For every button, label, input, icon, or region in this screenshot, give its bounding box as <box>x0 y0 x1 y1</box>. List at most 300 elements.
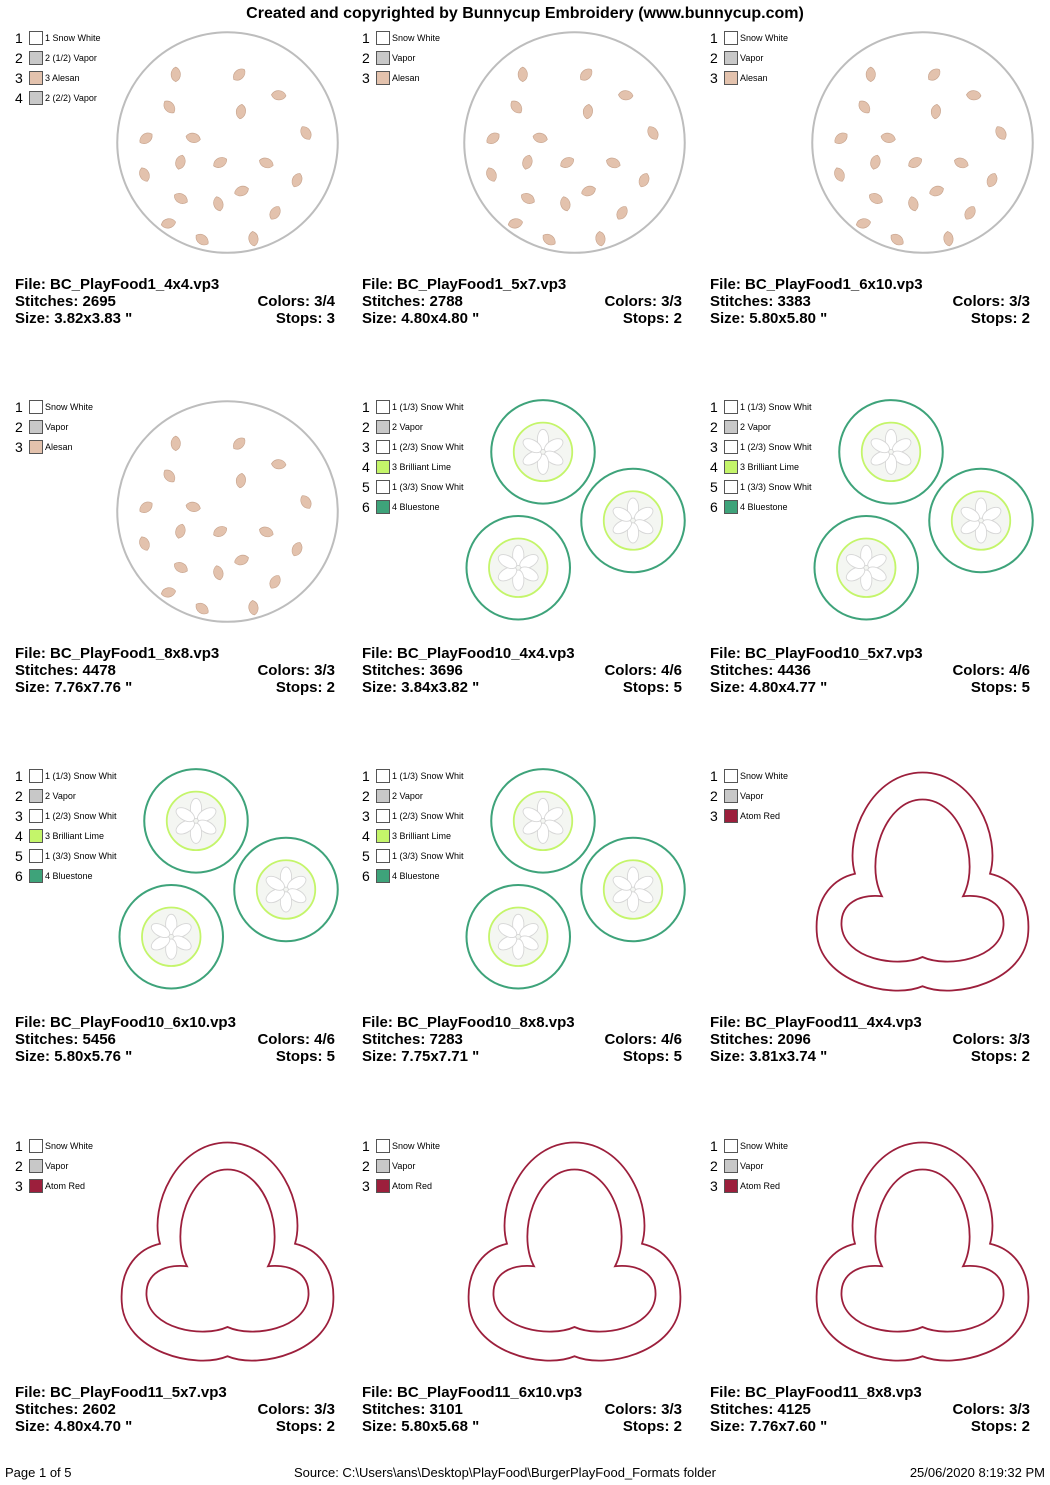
size-line-label: Size: <box>15 1418 55 1435</box>
design-card <box>15 369 355 738</box>
seed <box>906 155 923 170</box>
size-line-label: Size: <box>710 679 750 696</box>
legend-label: Snow White <box>740 771 789 781</box>
file-line-label: File: <box>362 276 398 293</box>
seed <box>966 90 981 100</box>
size-line <box>15 1418 335 1435</box>
file-line-label: File: <box>362 1384 398 1401</box>
plate-outline <box>117 401 338 622</box>
file-line-value: BC_PlayFood10_4x4.vp3 <box>397 645 575 662</box>
color-swatch <box>376 1179 390 1193</box>
file-line <box>710 1014 1030 1031</box>
color-swatch <box>376 480 390 494</box>
legend-number: 1 <box>362 30 370 46</box>
legend-number: 1 <box>710 399 718 415</box>
legend-number: 3 <box>15 808 23 824</box>
legend-label: 1 (1/3) Snow Whit <box>392 402 464 412</box>
seed <box>540 232 557 248</box>
stitches-line-label: Stitches: <box>15 1401 83 1418</box>
legend-label: Vapor <box>740 791 764 801</box>
cucumber-slice <box>467 516 571 620</box>
size-line-value: 3.82x3.83 " <box>54 310 133 327</box>
colors-info <box>257 1031 335 1048</box>
seed <box>160 586 176 598</box>
seed <box>855 217 871 229</box>
legend-label: Atom Red <box>740 1181 781 1191</box>
color-swatch <box>29 440 43 454</box>
design-info <box>362 645 682 696</box>
trefoil-design-preview <box>810 768 1035 993</box>
stops-value: 2 <box>1021 1048 1030 1065</box>
size-line <box>362 310 682 327</box>
seed <box>605 156 622 170</box>
color-swatch <box>29 1179 43 1193</box>
color-swatch <box>29 91 43 105</box>
file-line-value: BC_PlayFood10_8x8.vp3 <box>397 1014 575 1031</box>
design-card <box>362 0 702 369</box>
stops-label: Stops: <box>275 679 327 696</box>
seed <box>869 154 882 171</box>
color-swatch <box>29 829 43 843</box>
stops-info <box>971 1418 1030 1435</box>
stops-value: 5 <box>673 1048 682 1065</box>
legend-number: 5 <box>362 848 370 864</box>
seed <box>258 525 275 539</box>
legend-number: 2 <box>362 50 370 66</box>
file-line-label: File: <box>710 645 746 662</box>
seed <box>582 104 593 120</box>
legend-label: 1 (2/3) Snow Whit <box>392 442 464 452</box>
seed <box>193 232 210 248</box>
stitches-line-value: 3101 <box>429 1401 463 1418</box>
seed <box>867 191 884 206</box>
seed <box>832 166 846 183</box>
legend-number: 2 <box>362 1158 370 1174</box>
seed <box>193 601 210 617</box>
cucumber-slice <box>581 469 685 573</box>
size-line-value: 5.80x5.76 " <box>54 1048 133 1065</box>
colors-value: 3/3 <box>661 293 682 310</box>
design-info <box>710 1384 1030 1435</box>
file-line-value: BC_PlayFood1_6x10.vp3 <box>745 276 923 293</box>
colors-info <box>257 662 335 679</box>
colors-label: Colors: <box>257 1401 315 1418</box>
legend-label: 4 Bluestone <box>392 502 440 512</box>
stitches-line-value: 7283 <box>429 1031 463 1048</box>
stops-label: Stops: <box>622 1418 674 1435</box>
design-info <box>710 645 1030 696</box>
color-swatch <box>724 809 738 823</box>
file-line-value: BC_PlayFood10_6x10.vp3 <box>50 1014 236 1031</box>
seed <box>137 130 154 146</box>
stops-info <box>623 310 682 327</box>
legend-number: 1 <box>15 1138 23 1154</box>
seed <box>231 66 248 83</box>
color-swatch <box>376 460 390 474</box>
seed <box>518 67 527 82</box>
seed <box>888 232 905 248</box>
trefoil-inner-outline <box>146 1170 308 1332</box>
seed <box>507 217 523 229</box>
trefoil-design-preview <box>810 1138 1035 1363</box>
seed <box>137 166 151 183</box>
legend-label: Snow White <box>392 33 441 43</box>
color-swatch <box>29 31 43 45</box>
stops-label: Stops: <box>622 679 674 696</box>
seed <box>578 66 595 83</box>
colors-info <box>952 293 1030 310</box>
legend-label: 1 (3/3) Snow Whit <box>392 851 464 861</box>
design-info <box>15 1014 335 1065</box>
legend-number: 2 <box>710 419 718 435</box>
size-line-value: 4.80x4.77 " <box>749 679 828 696</box>
colors-value: 3/4 <box>314 293 335 310</box>
legend-label: Vapor <box>740 53 764 63</box>
legend-label: 1 (3/3) Snow Whit <box>45 851 117 861</box>
color-swatch <box>29 1159 43 1173</box>
legend-number: 6 <box>362 499 370 515</box>
size-line <box>710 310 1030 327</box>
stitches-line-value: 3696 <box>429 662 463 679</box>
stitches-line-value: 4478 <box>82 662 116 679</box>
legend-label: 1 (2/3) Snow Whit <box>392 811 464 821</box>
size-line <box>710 1418 1030 1435</box>
legend-number: 1 <box>362 1138 370 1154</box>
legend-number: 4 <box>15 828 23 844</box>
color-swatch <box>724 1159 738 1173</box>
stitches-line-label: Stitches: <box>15 293 83 310</box>
color-swatch <box>724 31 738 45</box>
legend-label: 2 (1/2) Vapor <box>45 53 97 63</box>
file-line <box>15 1014 335 1031</box>
stops-info <box>276 1048 335 1065</box>
color-swatch <box>29 51 43 65</box>
seed <box>580 184 597 198</box>
stops-label: Stops: <box>970 310 1022 327</box>
stitches-line-value: 2695 <box>82 293 116 310</box>
legend-number: 3 <box>362 808 370 824</box>
file-line <box>15 645 335 662</box>
stitches-line <box>15 1031 335 1048</box>
size-line <box>362 679 682 696</box>
legend-number: 1 <box>362 768 370 784</box>
stops-label: Stops: <box>275 1418 327 1435</box>
seed <box>558 155 575 170</box>
print-datetime: 25/06/2020 8:19:32 PM <box>909 1465 1045 1480</box>
file-line-label: File: <box>15 276 51 293</box>
color-swatch <box>29 769 43 783</box>
stitches-line-value: 2602 <box>82 1401 116 1418</box>
size-line-value: 7.75x7.71 " <box>401 1048 480 1065</box>
seed <box>484 166 498 183</box>
colors-label: Colors: <box>257 1031 315 1048</box>
legend-number: 2 <box>362 419 370 435</box>
stitches-line-value: 4125 <box>777 1401 811 1418</box>
file-line-value: BC_PlayFood10_5x7.vp3 <box>745 645 923 662</box>
legend-label: 3 Alesan <box>45 73 80 83</box>
stops-value: 2 <box>673 1418 682 1435</box>
colors-value: 4/6 <box>1009 662 1030 679</box>
size-line <box>15 1048 335 1065</box>
plate-outline <box>812 32 1033 253</box>
seed <box>185 501 201 513</box>
cucumber-slice <box>144 769 248 873</box>
colors-label: Colors: <box>604 1031 662 1048</box>
design-card <box>710 738 1050 1107</box>
size-line-label: Size: <box>710 1048 750 1065</box>
page-title: Created and copyrighted by Bunnycup Embroidery (www.bunnycup.com) <box>246 5 804 22</box>
seed <box>519 191 536 206</box>
trefoil-design-preview <box>462 1138 687 1363</box>
colors-info <box>604 1401 682 1418</box>
legend-label: Vapor <box>45 422 69 432</box>
seed <box>267 204 283 221</box>
seed <box>832 130 849 146</box>
legend-label: 1 (3/3) Snow Whit <box>392 482 464 492</box>
stops-info <box>971 310 1030 327</box>
cucumber-slice <box>120 885 224 989</box>
seed <box>290 541 304 558</box>
size-line-label: Size: <box>710 310 750 327</box>
legend-number: 4 <box>362 459 370 475</box>
legend-number: 5 <box>710 479 718 495</box>
legend-label: Vapor <box>45 1161 69 1171</box>
stitches-line-label: Stitches: <box>15 1031 83 1048</box>
stops-info <box>971 679 1030 696</box>
stitches-line-label: Stitches: <box>710 1401 778 1418</box>
cucumber-slice <box>467 885 571 989</box>
stitches-line-label: Stitches: <box>362 293 430 310</box>
size-line-label: Size: <box>710 1418 750 1435</box>
size-line-value: 7.76x7.60 " <box>749 1418 828 1435</box>
size-line <box>15 310 335 327</box>
legend-label: Atom Red <box>740 811 781 821</box>
color-swatch <box>29 1139 43 1153</box>
color-swatch <box>376 769 390 783</box>
stitches-line <box>15 662 335 679</box>
colors-info <box>604 1031 682 1048</box>
legend-label: Alesan <box>392 73 420 83</box>
seed <box>943 231 954 247</box>
colors-info <box>952 662 1030 679</box>
size-line-value: 3.84x3.82 " <box>401 679 480 696</box>
file-line <box>15 1384 335 1401</box>
file-line-label: File: <box>362 1014 398 1031</box>
size-line <box>15 679 335 696</box>
color-swatch <box>376 31 390 45</box>
cucumber-slice <box>929 469 1033 573</box>
cucumber-design-preview <box>462 399 687 624</box>
colors-label: Colors: <box>257 293 315 310</box>
legend-label: Snow White <box>392 1141 441 1151</box>
stops-value: 2 <box>1021 310 1030 327</box>
seed <box>172 560 189 575</box>
legend-number: 1 <box>15 30 23 46</box>
page-number: Page 1 of 5 <box>5 1465 72 1480</box>
legend-number: 1 <box>710 768 718 784</box>
seed <box>235 473 246 489</box>
colors-info <box>604 293 682 310</box>
size-line-value: 3.81x3.74 " <box>749 1048 828 1065</box>
legend-label: Snow White <box>740 33 789 43</box>
file-line <box>362 1384 682 1401</box>
seed <box>532 132 548 144</box>
stitches-line <box>362 1031 682 1048</box>
stitches-line-value: 3383 <box>777 293 811 310</box>
color-swatch <box>376 809 390 823</box>
colors-label: Colors: <box>604 662 662 679</box>
legend-label: Alesan <box>45 442 73 452</box>
seed <box>271 90 286 100</box>
seed <box>298 124 314 141</box>
seed <box>484 130 501 146</box>
color-swatch <box>724 769 738 783</box>
color-swatch <box>376 1139 390 1153</box>
trefoil-inner-outline <box>841 1170 1003 1332</box>
stitches-line <box>710 1401 1030 1418</box>
legend-number: 4 <box>15 90 23 106</box>
file-line <box>362 276 682 293</box>
legend-number: 2 <box>710 1158 718 1174</box>
stops-label: Stops: <box>275 310 327 327</box>
seed <box>926 66 943 83</box>
design-info <box>15 276 335 327</box>
seed <box>185 132 201 144</box>
size-line-label: Size: <box>362 679 402 696</box>
seed <box>212 565 225 582</box>
stitches-line-value: 2096 <box>777 1031 811 1048</box>
seed <box>161 98 177 115</box>
legend-label: Vapor <box>392 53 416 63</box>
stops-info <box>623 679 682 696</box>
file-line <box>362 1014 682 1031</box>
size-line-value: 5.80x5.80 " <box>749 310 828 327</box>
file-line <box>362 645 682 662</box>
stitches-line-label: Stitches: <box>710 1031 778 1048</box>
cucumber-design-preview <box>115 768 340 993</box>
legend-label: Vapor <box>740 1161 764 1171</box>
color-swatch <box>29 71 43 85</box>
legend-number: 4 <box>362 828 370 844</box>
legend-number: 2 <box>710 50 718 66</box>
seed <box>174 154 187 171</box>
stitches-line-label: Stitches: <box>362 662 430 679</box>
cucumber-design-preview <box>462 768 687 993</box>
seed <box>171 436 180 451</box>
seed <box>508 98 524 115</box>
seed <box>290 172 304 189</box>
stops-info <box>276 310 335 327</box>
legend-label: Snow White <box>45 402 94 412</box>
stitches-line <box>710 1031 1030 1048</box>
size-line-value: 4.80x4.80 " <box>401 310 480 327</box>
seed <box>248 231 259 247</box>
design-card <box>362 1108 702 1477</box>
color-swatch <box>724 480 738 494</box>
stops-value: 5 <box>1021 679 1030 696</box>
stitches-line-label: Stitches: <box>362 1031 430 1048</box>
legend-label: Vapor <box>392 1161 416 1171</box>
colors-info <box>952 1401 1030 1418</box>
legend-number: 2 <box>15 1158 23 1174</box>
seed <box>267 573 283 590</box>
design-card <box>15 738 355 1107</box>
seed <box>645 124 661 141</box>
seed <box>137 535 151 552</box>
file-line-label: File: <box>362 645 398 662</box>
seed <box>211 155 228 170</box>
stops-label: Stops: <box>970 679 1022 696</box>
legend-label: Atom Red <box>392 1181 433 1191</box>
legend-label: 2 Vapor <box>740 422 771 432</box>
size-line-value: 7.76x7.76 " <box>54 679 133 696</box>
cucumber-slice <box>815 516 919 620</box>
stops-value: 3 <box>326 310 335 327</box>
colors-value: 3/3 <box>661 1401 682 1418</box>
legend-number: 1 <box>710 30 718 46</box>
file-line <box>710 276 1030 293</box>
colors-label: Colors: <box>952 1031 1010 1048</box>
legend-number: 1 <box>15 768 23 784</box>
seed <box>160 217 176 229</box>
file-line-value: BC_PlayFood11_4x4.vp3 <box>745 1014 922 1031</box>
design-info <box>362 276 682 327</box>
stops-value: 2 <box>326 679 335 696</box>
seed <box>235 104 246 120</box>
seeds-design-preview <box>462 30 687 255</box>
stops-info <box>276 679 335 696</box>
stops-value: 2 <box>1021 1418 1030 1435</box>
legend-number: 2 <box>15 788 23 804</box>
color-swatch <box>29 400 43 414</box>
legend-label: Atom Red <box>45 1181 86 1191</box>
file-line-label: File: <box>15 1384 51 1401</box>
cucumber-slice <box>491 400 595 504</box>
design-info <box>710 1014 1030 1065</box>
color-swatch <box>376 789 390 803</box>
seeds-design-preview <box>115 30 340 255</box>
legend-label: 4 Bluestone <box>45 871 93 881</box>
seed <box>856 98 872 115</box>
stops-label: Stops: <box>970 1048 1022 1065</box>
seed <box>233 184 250 198</box>
design-card <box>710 0 1050 369</box>
legend-label: 3 Brilliant Lime <box>45 831 105 841</box>
color-swatch <box>724 500 738 514</box>
seeds-design-preview <box>115 399 340 624</box>
cucumber-slice <box>234 838 338 942</box>
legend-label: 3 Brilliant Lime <box>392 831 452 841</box>
file-line-label: File: <box>15 645 51 662</box>
size-line-label: Size: <box>15 679 55 696</box>
legend-label: 4 Bluestone <box>740 502 788 512</box>
seed <box>172 191 189 206</box>
colors-label: Colors: <box>257 662 315 679</box>
stops-value: 2 <box>326 1418 335 1435</box>
color-swatch <box>376 71 390 85</box>
color-swatch <box>376 500 390 514</box>
trefoil-inner-outline <box>841 800 1003 962</box>
stitches-line-label: Stitches: <box>710 662 778 679</box>
color-swatch <box>724 51 738 65</box>
legend-number: 6 <box>15 868 23 884</box>
seed <box>174 523 187 540</box>
color-swatch <box>376 420 390 434</box>
stitches-line-value: 2788 <box>429 293 463 310</box>
legend-label: 1 (1/3) Snow Whit <box>392 771 464 781</box>
colors-label: Colors: <box>952 1401 1010 1418</box>
design-card <box>710 369 1050 738</box>
